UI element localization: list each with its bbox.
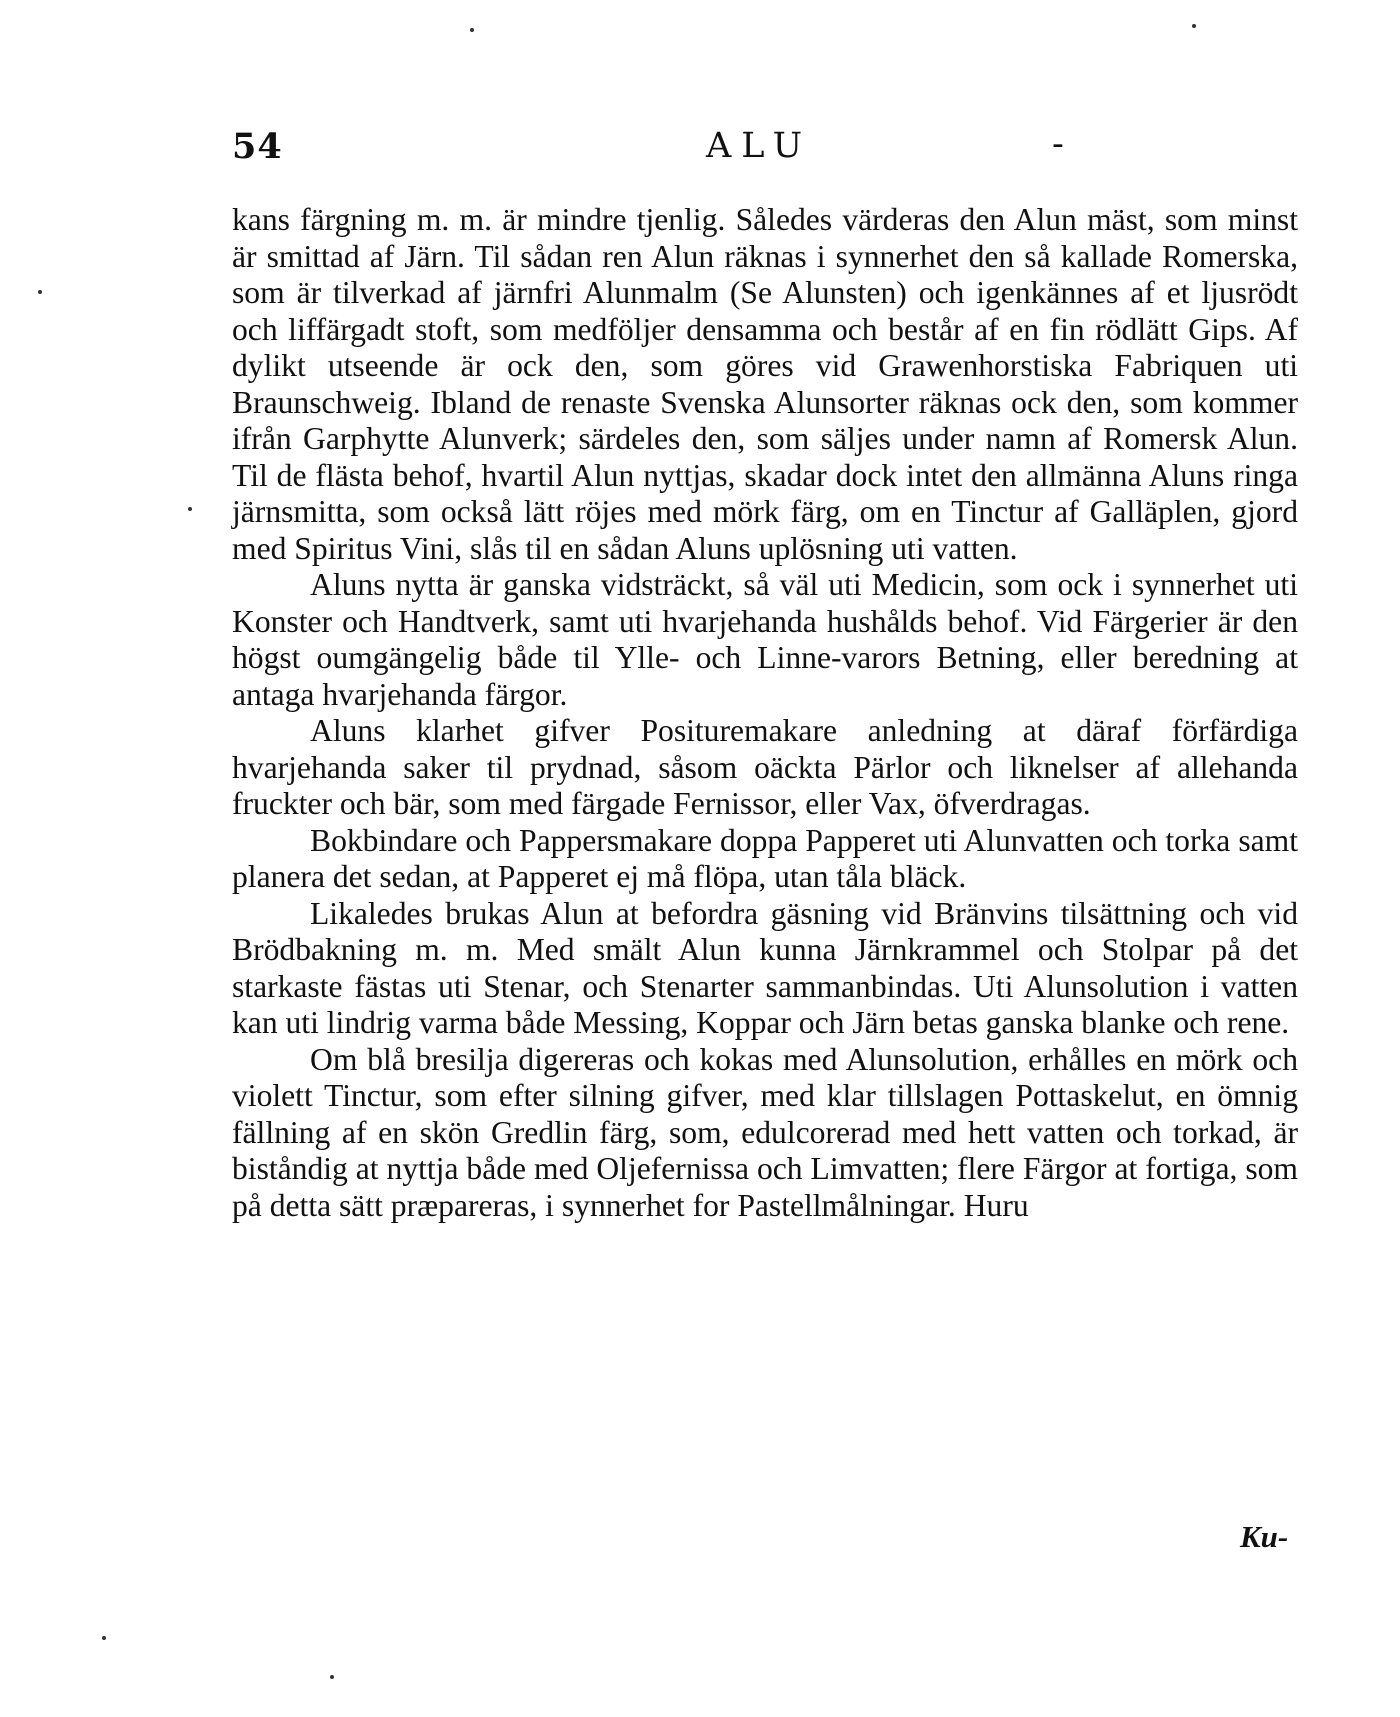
paper-speck <box>102 1636 106 1640</box>
paper-speck <box>38 290 42 294</box>
page-number: 54 <box>232 126 283 167</box>
header-dash: - <box>1052 124 1064 164</box>
paragraph-1: kans färgning m. m. är mindre tjenlig. Således värderas den Alun mäst, som minst är smittad af Järn. Til sådan ren Alun räknas i synnerhet den så kallade Romerska, som är tilverkad af järnfri Alunmalm (Se Alunsten) och igenkännes af et ljusrödt och liffärgadt stoft, som medföljer densamma och består af en fin rödlätt Gips. Af dylikt utseende är ock den, som göres vid Grawenhorstiska Fabriquen uti Braunschweig. Ibland de renaste Svenska Alunsorter räknas ock den, som kommer ifrån Garphytte Alunverk; särdeles den, som säljes under namn af Romersk Alun. Til de flästa behof, hvartil Alun nyttjas, skadar dock intet den allmänna Aluns ringa järnsmitta, som också lätt röjes med mörk färg, om en Tinctur af Galläplen, gjord med Spiritus Vini, slås til en sådan Aluns uplösning uti vatten. <box>232 202 1298 566</box>
body-text <box>232 202 1298 1224</box>
paragraph-3: Aluns klarhet gifver Posituremakare anledning at däraf förfärdiga hvarjehanda saker til prydnad, såsom oäckta Pärlor och liknelser af allehanda fruckter och bär, som med färgade Fernissor, eller Vax, öfverdragas. <box>232 713 1298 821</box>
paragraph-6: Om blå bresilja digereras och kokas med Alunsolution, erhålles en mörk och violett Tinctur, som efter silning gifver, med klar tillslagen Pottaskelut, en ömnig fällning af en skön Gredlin färg, som, edulcorerad med hett vatten och torkad, är biståndig at nyttja både med Oljefernissa och Limvatten; flere Färgor at fortiga, som på detta sätt præpareras, i synnerhet for Pastellmålningar. Huru <box>232 1041 1298 1223</box>
running-head: ALU <box>706 126 813 166</box>
paper-speck <box>470 28 474 32</box>
paper-speck <box>330 1675 334 1679</box>
paper-speck <box>188 507 192 511</box>
paragraph-2: Aluns nytta är ganska vidsträckt, så väl uti Medicin, som ock i synnerhet uti Konster och Handtverk, samt uti hvarjehanda hushålds behof. Vid Färgerier är den högst oumgängelig både til Ylle- och Linne-varors Betning, eller beredning at antaga hvarjehanda färgor. <box>232 567 1298 712</box>
catchword: Ku- <box>1240 1519 1289 1554</box>
paragraph-4: Bokbindare och Pappersmakare doppa Papperet uti Alunvatten och torka samt planera det sedan, at Papperet ej må flöpa, utan tåla bläck. <box>232 822 1298 894</box>
paragraph-5: Likaledes brukas Alun at befordra gäsning vid Bränvins tilsättning och vid Brödbakning m. m. Med smält Alun kunna Järnkrammel och Stolpar på det starkaste fästas uti Stenar, och Stenarter sammanbindas. Uti Alunsolution i vatten kan uti lindrig varma både Messing, Koppar och Järn betas ganska blanke och rene. <box>232 895 1298 1040</box>
page-header <box>232 126 1092 180</box>
paper-speck <box>1192 24 1196 28</box>
